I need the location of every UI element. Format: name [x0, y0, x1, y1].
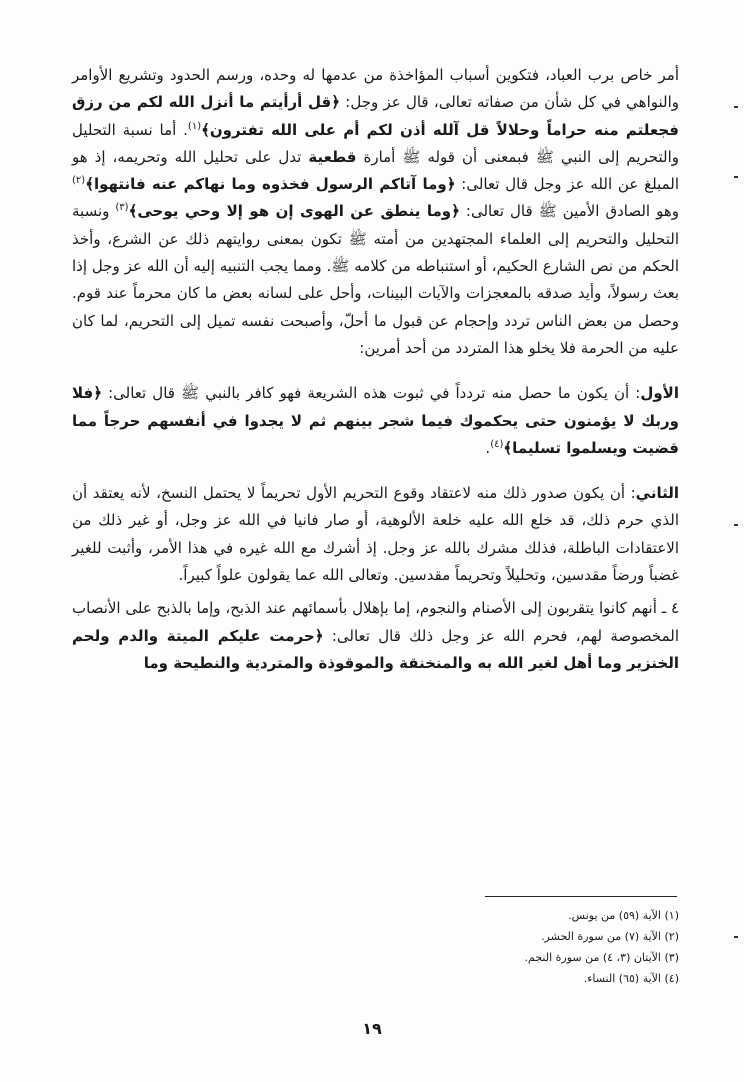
page-number: ١٩ [362, 1019, 382, 1038]
footnote-2: (٢) الآية (٧) من سورة الحشر. [541, 930, 679, 943]
emphasis-text: الثاني [635, 484, 679, 503]
footnote-ref: (١) [187, 120, 202, 132]
main-text [72, 62, 679, 677]
footnotes [420, 905, 679, 989]
emphasis-text: ﴿وما آتاكم الرسول فخذوه وما نهاكم عنه فانتهوا﴾ [85, 175, 456, 194]
margin-mark [734, 106, 738, 108]
body-text: أمر خاص برب العباد، فتكوين أسباب المؤاخذة من عدمها له وحده، ورسم الحدود وتشريع الأوامر والنواهي في كل شأن من صفاته تعالى، قال عز وجل: [72, 66, 680, 112]
paragraph-4 [72, 595, 679, 677]
body-text: ونسبة التحليل والتحريم إلى العلماء المجتهدين من أمته ﷺ تكون بمعنى روايتهم ذلك عن الشرع، وأخذ الحكم من نص الشارع الحكيم، أو استنباطه من كلامه ﷺ. ومما يجب التنبيه إليه أن الله عز وجل إذا بعث رسولاً، وأيد صدقه بالمعجزات والآيات البينات، وأحل على لسانه بعض ما كان محرماً عند قوم. وحصل من بعض الناس تردد وإحجام عن قبول ما أحلّ، وأصبحت نفسه تميل إلى التحريم، لما كان عليه من الحرمة فلا يخلو هذا المتردد من أحد أمرين: [72, 202, 679, 357]
footnote-ref: (٤) [490, 438, 504, 450]
emphasis-text: ﴿فلا وربك لا يؤمنون حتى يحكموك فيما شجر بينهم ثم لا يجدوا في أنفسهم حرجاً مما قضيت ويسلموا تسليما﴾ [72, 384, 679, 457]
body-text: . [485, 438, 491, 457]
margin-mark [734, 176, 738, 178]
footnote-divider [485, 896, 677, 897]
footnote-1: (١) الآية (٥٩) من يونس. [568, 909, 679, 922]
paragraph-1 [72, 62, 679, 362]
emphasis-text: ﴿حرمت عليكم الميتة والدم ولحم الخنزير وما أهل لغير الله به والمنخنقة والموقوذة والمتردية والنطيحة وما [72, 626, 679, 672]
emphasis-text: ﴿وما ينطق عن الهوى إن هو إلا وحي يوحى﴾ [128, 202, 460, 221]
body-text: وهو الصادق الأمين ﷺ قال تعالى: [459, 202, 680, 221]
body-text: تدل على تحليل الله وتحريمه، إذ هو المبلغ عن الله عز وجل قال تعالى: [72, 147, 679, 194]
body-text: ٤ ـ أنهم كانوا يتقربون إلى الأصنام والنجوم، إما بإهلال بأسمائهم عند الذبح، وإما بالذبح على الأنصاب المخصوصة لهم، فحرم الله عز وجل ذلك قال تعالى: [72, 599, 679, 645]
emphasis-text: ﴿قل أرأيتم ما أنزل الله لكم من رزق فجعلتم منه حراماً وحلالاً قل آلله أذن لكم أم على الله تفترون﴾ [72, 93, 679, 139]
body-text: : أن يكون ما حصل منه تردداً في ثبوت هذه الشريعة فهو كافر بالنبي ﷺ قال تعالى: [102, 384, 641, 403]
footnote-ref: (٣) [115, 202, 129, 214]
paragraph-3 [72, 480, 679, 589]
footnote-ref: (٢) [72, 175, 86, 187]
body-text: : أن يكون صدور ذلك منه لاعتقاد وقوع التحريم الأول تحريماً لا يحتمل النسخ، لأنه يعتقد أن الذي حرم ذلك، قد خلع الله عليه خلعة الألوهية، أو صار فانيا في الله عز وجل، أو غير ذلك من الاعتقادات الباطلة، فذلك مشرك بالله عز وجل. إذ أشرك مع الله غيره في هذا الأمر، وأثبت للغير غضباً ورضاً مقدسين، وتحليلاً وتحريماً مقدسين. وتعالى الله عما يقولون علواً كبيراً. [72, 484, 679, 585]
paragraph-2 [72, 380, 679, 462]
margin-mark [734, 524, 738, 526]
emphasis-text: قطعية [308, 147, 357, 166]
footnote-4: (٤) الآية (٦٥) النساء. [583, 972, 679, 985]
body-text: . أما نسبة التحليل والتحريم إلى النبي ﷺ فبمعنى أن قوله ﷺ أمارة [72, 120, 679, 166]
emphasis-text: الأول [640, 384, 679, 403]
margin-mark [734, 936, 738, 938]
footnote-3: (٣) الآيتان (٣، ٤) من سورة النجم. [524, 951, 679, 964]
